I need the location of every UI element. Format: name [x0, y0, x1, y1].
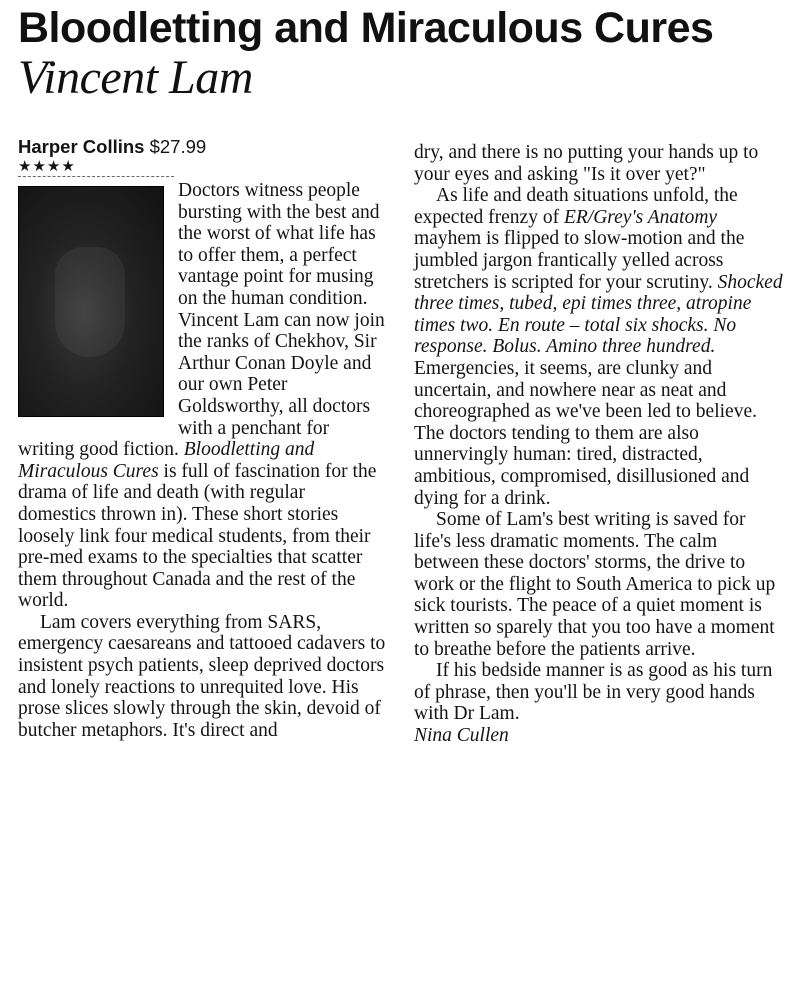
article-title — [18, 4, 788, 104]
paragraph-3-part-b: mayhem is flipped to slow-motion and the jumbled jargon frantically yelled across stretchers is scripted for your scrutiny. — [414, 228, 745, 293]
publication-line — [18, 136, 386, 158]
review-paragraph-3 — [414, 185, 784, 509]
book-cover-image — [18, 186, 164, 417]
paragraph-1-text: Doctors witness people bursting with the best and the worst of what life has to offer them, a perfect vantage point for musing on the human condition. Vincent Lam can now join the ranks of Chekhov, Sir Arthur Conan Doyle and our own Peter Goldsworthy, all doctors with a penchant for writing good fiction. — [18, 180, 385, 461]
medical-jargon-quote: Shocked three times, tubed, epi times three, atropine times two. En route – total six shocks. No response. Bolus. Amino three hundred. — [414, 271, 783, 358]
publisher: Harper Collins — [18, 136, 145, 157]
paragraph-3-part-a: As life and death situations unfold, the expected frenzy of — [414, 185, 738, 228]
rating-underline — [18, 176, 174, 178]
tv-show-reference: ER/Grey's Anatomy — [563, 206, 718, 228]
book-title-reference: Bloodletting and Miraculous Cures — [18, 439, 315, 482]
book-author: Vincent Lam — [18, 51, 253, 104]
review-paragraph-2-continued: dry, and there is no putting your hands up to your eyes and asking "Is it over yet?" — [414, 142, 759, 185]
left-column — [18, 136, 386, 741]
reviewer-signature: Nina Cullen — [414, 725, 509, 747]
paragraph-3-part-c: Emergencies, it seems, are clunky and uncertain, and nowhere near as neat and choreographed as we've been led to believe. The doctors tending to them are also unnervingly human: tired, distracted, ambitious, compromised, disillusioned and dying for a drink. — [414, 357, 757, 509]
right-column — [414, 142, 784, 747]
price: $27.99 — [149, 136, 207, 157]
review-paragraph-2: Lam covers everything from SARS, emergency caesareans and tattooed cadavers to insistent psych patients, sleep deprived doctors and lonely reactions to unrequited love. His prose slices slowly through the skin, devoid of butcher metaphors. It's direct and — [18, 611, 386, 741]
review-paragraph-5: If his bedside manner is as good as his turn of phrase, then you'll be in very good hands with Dr Lam. — [414, 660, 773, 725]
star-rating: ★★★★ — [18, 157, 76, 175]
review-paragraph-4: Some of Lam's best writing is saved for life's less dramatic moments. The calm between these doctors' storms, the drive to work or the flight to South America to pick up sick tourists. The peace of a quiet moment is written so sparely that you too have a moment to breathe before the patients arrive. — [414, 509, 776, 660]
paragraph-1-tail: is full of fascination for the drama of life and death (with regular domestics thrown in). These short stories loosely link four medical students, from their pre-med exams to the specialties that scatter them throughout Canada and the rest of the world. — [18, 460, 377, 612]
book-title: Bloodletting and Miraculous Cures — [18, 4, 714, 52]
